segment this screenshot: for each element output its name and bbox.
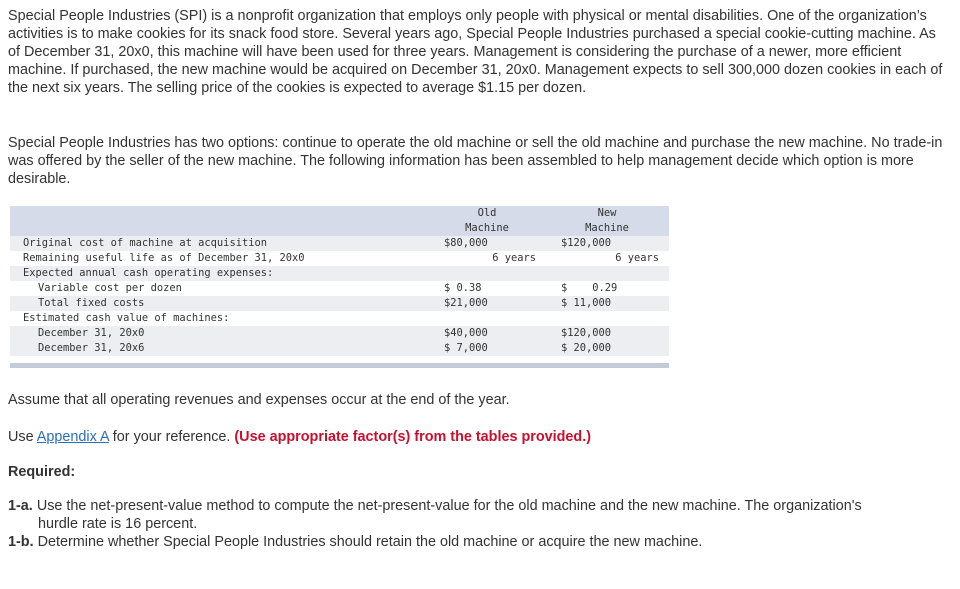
old-value-20x6: $ 7,000 bbox=[444, 342, 488, 354]
assumption-text: Assume that all operating revenues and expenses occur at the end of the year. bbox=[8, 392, 510, 408]
old-original-cost: $80,000 bbox=[444, 237, 488, 249]
header-new-line2: Machine bbox=[585, 222, 629, 234]
header-old-line1: Old bbox=[477, 207, 497, 219]
row-label-variable-cost: Variable cost per dozen bbox=[38, 282, 182, 294]
reference-line bbox=[8, 428, 591, 446]
row-label-cash-value: Estimated cash value of machines: bbox=[23, 312, 230, 324]
requirement-1b bbox=[8, 533, 953, 551]
requirement-1b-label: 1-b. bbox=[8, 534, 34, 550]
reference-prefix: Use bbox=[8, 429, 37, 445]
new-fixed-costs: $ 11,000 bbox=[561, 297, 612, 309]
new-value-20x6: $ 20,000 bbox=[561, 342, 612, 354]
row-label-fixed-costs: Total fixed costs bbox=[38, 297, 145, 309]
requirement-1a-continuation: hurdle rate is 16 percent. bbox=[38, 516, 198, 532]
requirement-1a-text: Use the net-present-value method to compute the net-present-value for the old machine and the new machine. The organization's bbox=[36, 498, 862, 514]
old-fixed-costs: $21,000 bbox=[444, 297, 488, 309]
new-useful-life: 6 years bbox=[615, 252, 659, 264]
header-old-line2: Machine bbox=[465, 222, 509, 234]
row-label-useful-life: Remaining useful life as of December 31, 20x0 bbox=[23, 252, 305, 264]
row-label-original-cost: Original cost of machine at acquisition bbox=[23, 237, 267, 249]
new-original-cost: $120,000 bbox=[561, 237, 612, 249]
old-useful-life: 6 years bbox=[492, 252, 536, 264]
row-label-dec-31-20x0: December 31, 20x0 bbox=[38, 327, 145, 339]
header-new-line1: New bbox=[597, 207, 617, 219]
requirement-1b-text: Determine whether Special People Industries should retain the old machine or acquire the new machine. bbox=[37, 534, 703, 550]
old-variable-cost: $ 0.38 bbox=[444, 282, 482, 294]
appendix-a-link[interactable]: Appendix A bbox=[36, 429, 109, 445]
table-bottom-rule bbox=[10, 363, 669, 368]
old-value-20x0: $40,000 bbox=[444, 327, 488, 339]
factor-instruction: (Use appropriate factor(s) from the tables provided.) bbox=[234, 429, 592, 445]
machine-comparison-table bbox=[10, 206, 669, 368]
reference-middle: for your reference. bbox=[108, 429, 235, 445]
requirement-1a bbox=[8, 497, 953, 533]
intro-paragraph-2: Special People Industries has two options: continue to operate the old machine or sell the old machine and purchase the new machine. No trade-in was offered by the seller of the new machine. The following information has been assembled to help management decide which option is more desirable. bbox=[8, 135, 943, 187]
requirement-1a-label: 1-a. bbox=[8, 498, 33, 514]
required-heading: Required: bbox=[8, 464, 76, 480]
new-value-20x0: $120,000 bbox=[561, 327, 612, 339]
new-variable-cost: $ 0.29 bbox=[561, 282, 618, 294]
row-label-operating-expenses: Expected annual cash operating expenses: bbox=[23, 267, 274, 279]
row-label-dec-31-20x6: December 31, 20x6 bbox=[38, 342, 145, 354]
intro-paragraph-1: Special People Industries (SPI) is a nonprofit organization that employs only people with physical or mental disabilities. One of the organization’s activities is to make cookies for its snack food store. Several years ago, Special People Industries purchased a special cookie-cutting machine. As of December 31, 20x0, this machine will have been used for three years. Management is considering the purchase of a newer, more efficient machine. If purchased, the new machine would be acquired on December 31, 20x0. Management expects to sell 300,000 dozen cookies in each of the next six years. The selling price of the cookies is expected to average $1.15 per dozen. bbox=[8, 8, 943, 96]
